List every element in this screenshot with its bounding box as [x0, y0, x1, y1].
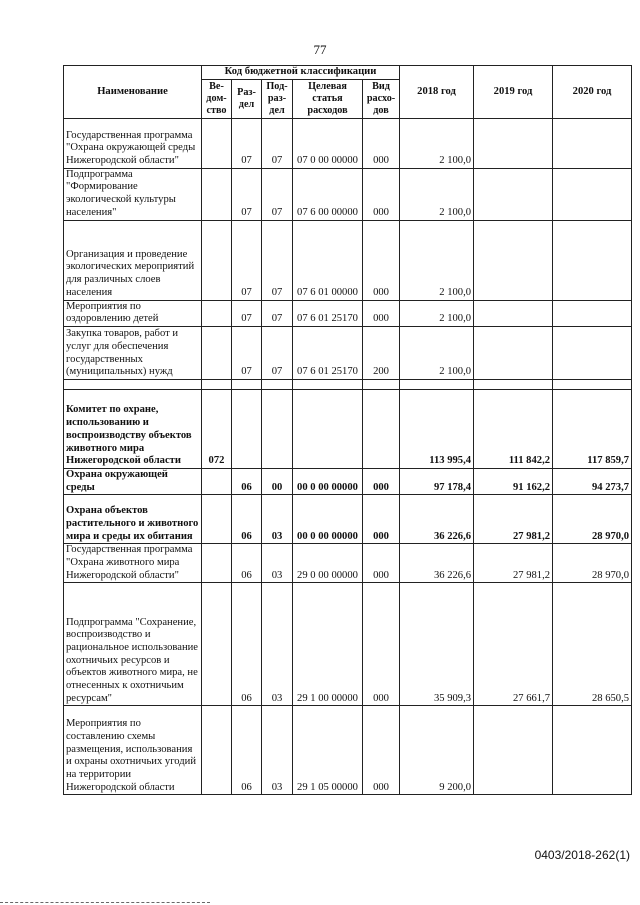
row-podrazdel: 07: [262, 326, 293, 379]
row-vedomstvo: 072: [202, 389, 232, 468]
row-expense-type: 000: [363, 495, 400, 544]
row-target-article: 29 1 00 00000: [293, 583, 363, 706]
row-podrazdel: 03: [262, 583, 293, 706]
spacer-cell: [400, 379, 474, 389]
row-amount-2019: 27 981,2: [474, 495, 553, 544]
table-row: [64, 168, 632, 220]
row-amount-2018: 97 178,4: [400, 468, 474, 494]
row-target-article: [293, 389, 363, 468]
row-target-article: 07 6 01 00000: [293, 220, 363, 300]
row-target-article: 29 0 00 00000: [293, 544, 363, 583]
row-amount-2020: [553, 706, 632, 795]
header-name: Наименование: [64, 66, 202, 119]
spacer-cell: [262, 379, 293, 389]
table-row: [64, 706, 632, 795]
row-vedomstvo: [202, 583, 232, 706]
row-amount-2019: [474, 300, 553, 326]
row-amount-2020: 28 970,0: [553, 544, 632, 583]
row-razdel: 07: [232, 220, 262, 300]
row-amount-2020: 117 859,7: [553, 389, 632, 468]
row-vedomstvo: [202, 220, 232, 300]
row-expense-type: 200: [363, 326, 400, 379]
row-razdel: 07: [232, 300, 262, 326]
row-amount-2018: 2 100,0: [400, 168, 474, 220]
row-vedomstvo: [202, 300, 232, 326]
budget-table: [63, 65, 632, 795]
row-expense-type: 000: [363, 706, 400, 795]
row-amount-2018: 2 100,0: [400, 118, 474, 168]
row-name: Мероприятия по составлению схемы размещения, использования и охраны охотничьих угодий на территории Нижегородской области: [64, 706, 202, 795]
row-amount-2018: 2 100,0: [400, 220, 474, 300]
row-podrazdel: 07: [262, 168, 293, 220]
row-vedomstvo: [202, 544, 232, 583]
row-expense-type: 000: [363, 220, 400, 300]
row-podrazdel: 03: [262, 544, 293, 583]
row-razdel: 06: [232, 706, 262, 795]
row-target-article: 00 0 00 00000: [293, 495, 363, 544]
row-amount-2019: [474, 118, 553, 168]
table-row: [64, 495, 632, 544]
header-razdel: Раз-дел: [232, 79, 262, 118]
row-vedomstvo: [202, 118, 232, 168]
table-row: [64, 468, 632, 494]
row-name: Охрана объектов растительного и животного мира и среды их обитания: [64, 495, 202, 544]
table-body: [64, 118, 632, 795]
row-amount-2020: [553, 220, 632, 300]
row-amount-2019: 111 842,2: [474, 389, 553, 468]
row-name: Организация и проведение экологических мероприятий для различных слоев населения: [64, 220, 202, 300]
row-razdel: 07: [232, 118, 262, 168]
row-amount-2018: 36 226,6: [400, 495, 474, 544]
row-vedomstvo: [202, 495, 232, 544]
row-razdel: 07: [232, 168, 262, 220]
row-amount-2018: 35 909,3: [400, 583, 474, 706]
row-amount-2020: 28 650,5: [553, 583, 632, 706]
header-classification-group: Код бюджетной классификации: [202, 66, 400, 80]
row-podrazdel: 07: [262, 118, 293, 168]
row-podrazdel: 03: [262, 706, 293, 795]
row-razdel: [232, 389, 262, 468]
row-expense-type: 000: [363, 583, 400, 706]
row-expense-type: 000: [363, 168, 400, 220]
row-amount-2020: 94 273,7: [553, 468, 632, 494]
row-razdel: 06: [232, 583, 262, 706]
spacer-cell: [553, 379, 632, 389]
table-row: [64, 300, 632, 326]
spacer-row: [64, 379, 632, 389]
row-amount-2018: 2 100,0: [400, 326, 474, 379]
header-target-article: Целевая статья расходов: [293, 79, 363, 118]
row-expense-type: 000: [363, 468, 400, 494]
row-vedomstvo: [202, 326, 232, 379]
row-amount-2018: 36 226,6: [400, 544, 474, 583]
spacer-cell: [202, 379, 232, 389]
row-amount-2019: [474, 168, 553, 220]
row-name: Подпрограмма "Сохранение, воспроизводство и рациональное использование охотничьих ресурсов и объектов животного мира, не отнесенных к охотничьим ресурсам": [64, 583, 202, 706]
row-razdel: 07: [232, 326, 262, 379]
page-number: 77: [313, 42, 327, 57]
row-expense-type: 000: [363, 544, 400, 583]
table-row: [64, 389, 632, 468]
row-amount-2019: 91 162,2: [474, 468, 553, 494]
row-name: Закупка товаров, работ и услуг для обеспечения государственных (муниципальных) нужд: [64, 326, 202, 379]
row-amount-2020: 28 970,0: [553, 495, 632, 544]
row-vedomstvo: [202, 168, 232, 220]
row-expense-type: [363, 389, 400, 468]
row-expense-type: 000: [363, 300, 400, 326]
row-podrazdel: 00: [262, 468, 293, 494]
row-podrazdel: 03: [262, 495, 293, 544]
header-2020: 2020 год: [553, 66, 632, 119]
row-amount-2019: 27 661,7: [474, 583, 553, 706]
header-podrazdel: Под-раз-дел: [262, 79, 293, 118]
row-amount-2019: [474, 706, 553, 795]
row-amount-2020: [553, 300, 632, 326]
spacer-cell: [474, 379, 553, 389]
row-target-article: 00 0 00 00000: [293, 468, 363, 494]
table-row: [64, 583, 632, 706]
row-name: Подпрограмма "Формирование экологической культуры населения": [64, 168, 202, 220]
row-name: Государственная программа "Охрана окружающей среды Нижегородской области": [64, 118, 202, 168]
header-2018: 2018 год: [400, 66, 474, 119]
row-podrazdel: 07: [262, 300, 293, 326]
row-name: Государственная программа "Охрана животного мира Нижегородской области": [64, 544, 202, 583]
row-amount-2020: [553, 168, 632, 220]
row-amount-2018: 2 100,0: [400, 300, 474, 326]
row-target-article: 07 6 00 00000: [293, 168, 363, 220]
table-row: [64, 118, 632, 168]
row-amount-2020: [553, 118, 632, 168]
row-target-article: 07 6 01 25170: [293, 326, 363, 379]
page-edge-line: [0, 902, 210, 903]
row-podrazdel: 07: [262, 220, 293, 300]
row-name: Комитет по охране, использованию и воспроизводству объектов животного мира Нижегородской области: [64, 389, 202, 468]
row-name: Мероприятия по оздоровлению детей: [64, 300, 202, 326]
spacer-cell: [232, 379, 262, 389]
row-amount-2019: 27 981,2: [474, 544, 553, 583]
table-row: [64, 326, 632, 379]
row-razdel: 06: [232, 495, 262, 544]
row-target-article: 07 0 00 00000: [293, 118, 363, 168]
table-row: [64, 220, 632, 300]
row-amount-2019: [474, 220, 553, 300]
row-razdel: 06: [232, 544, 262, 583]
row-amount-2018: 9 200,0: [400, 706, 474, 795]
row-vedomstvo: [202, 468, 232, 494]
row-vedomstvo: [202, 706, 232, 795]
spacer-cell: [293, 379, 363, 389]
spacer-cell: [64, 379, 202, 389]
table-row: [64, 544, 632, 583]
document-code: 0403/2018-262(1): [534, 848, 630, 862]
row-podrazdel: [262, 389, 293, 468]
header-vedomstvo: Ве-дом-ство: [202, 79, 232, 118]
row-amount-2020: [553, 326, 632, 379]
row-amount-2018: 113 995,4: [400, 389, 474, 468]
header-expense-type: Вид расхо-дов: [363, 79, 400, 118]
row-amount-2019: [474, 326, 553, 379]
row-expense-type: 000: [363, 118, 400, 168]
row-target-article: 29 1 05 00000: [293, 706, 363, 795]
row-name: Охрана окружающей среды: [64, 468, 202, 494]
row-razdel: 06: [232, 468, 262, 494]
header-2019: 2019 год: [474, 66, 553, 119]
row-target-article: 07 6 01 25170: [293, 300, 363, 326]
spacer-cell: [363, 379, 400, 389]
